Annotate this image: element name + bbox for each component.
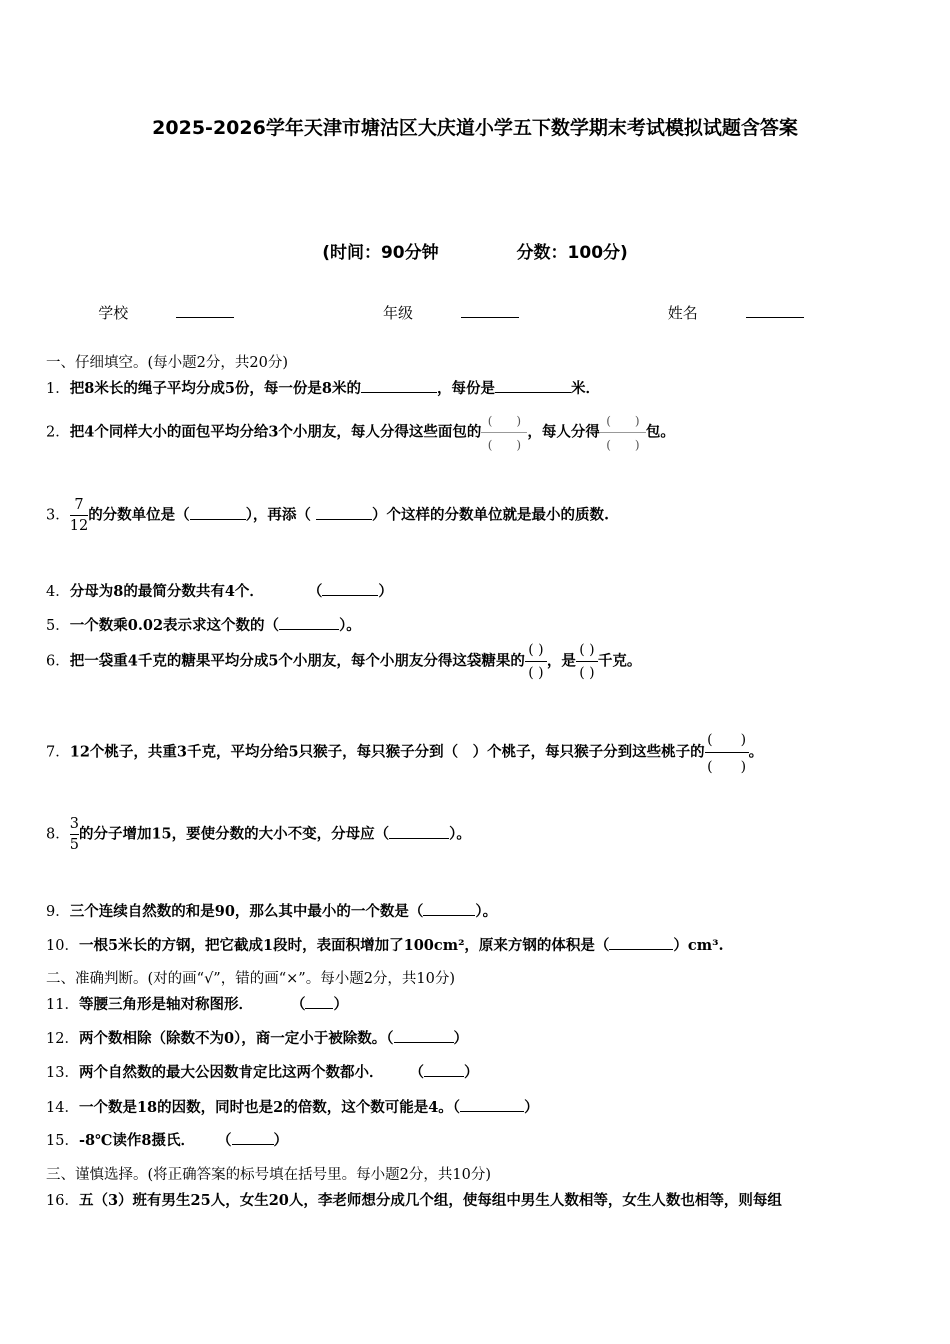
answer-blank[interactable] [609, 935, 673, 950]
answer-blank[interactable] [305, 994, 333, 1009]
question-13: 13．两个自然数的最大公因数肯定比这两个数都小． （ ） [46, 1064, 479, 1081]
answer-blank[interactable] [389, 824, 449, 839]
grade-field[interactable]: 年级 [383, 302, 567, 323]
answer-blank[interactable] [322, 581, 378, 596]
question-10: 10．一根5米长的方钢，把它截成1段时，表面积增加了100cm²，原来方钢的体积是（ ）cm³. [46, 937, 724, 954]
answer-blank[interactable] [495, 378, 571, 393]
answer-blank[interactable] [394, 1028, 454, 1043]
answer-blank[interactable] [361, 378, 437, 393]
question-3: 3． $\frac{7}{12}$ 的分数单位是（ ），再添（ ）个这样的分数单位就是最小的质数. [46, 497, 610, 534]
student-info [0, 302, 950, 323]
answer-blank[interactable] [232, 1130, 274, 1145]
exam-meta [0, 238, 950, 263]
question-16: 16．五（3）班有男生25人，女生20人，李老师想分成几个组，使每组中男生人数相等，女生人数也相等，则每组 [46, 1192, 782, 1209]
section-3-heading: 三、谨慎选择。(将正确答案的标号填在括号里。每小题2分，共10分) [46, 1167, 491, 1183]
school-field[interactable]: 学校 [98, 302, 282, 323]
question-7: 7．12个桃子，共重3千克，平均分给5只猴子，每只猴子分到（ ）个桃子，每只猴子分到这些桃子的$\frac{( )}{( )}$。 [46, 729, 763, 776]
fraction-blank[interactable]: $\frac{( )}{( )}$ [600, 412, 646, 453]
exam-time: (时间：90分钟 [322, 243, 439, 263]
question-14: 14．一个数是18的因数，同时也是2的倍数，这个数可能是4。（ ） [46, 1099, 539, 1116]
answer-blank[interactable] [423, 901, 475, 916]
question-2: 2．把4个同样大小的面包平均分给3个小朋友，每人分得这些面包的$\frac{( )}{( )}$，每人分得$\frac{( )}{( )}$包。 [46, 414, 675, 452]
question-8: 8． $\frac{3}{5}$ 的分子增加15，要使分数的大小不变，分母应（ ）。 [46, 816, 471, 853]
answer-blank[interactable] [424, 1062, 464, 1077]
answer-blank[interactable] [279, 615, 339, 630]
answer-blank[interactable] [460, 1097, 524, 1112]
fraction-3-5: $\frac{3}{5}$ [69, 816, 79, 853]
question-4: 4．分母为8的最简分数共有4个． （ ） [46, 583, 393, 600]
name-field[interactable]: 姓名 [668, 302, 852, 323]
question-15: 15．-8℃读作8摄氏． （ ） [46, 1132, 289, 1149]
page-title: 2025-2026学年天津市塘沽区大庆道小学五下数学期末考试模拟试题含答案 [152, 117, 798, 139]
fraction-blank[interactable]: $\frac{( )}{( )}$ [481, 412, 527, 453]
fraction-blank[interactable]: $\frac{( )}{( )}$ [525, 642, 547, 681]
exam-score: 分数：100分) [516, 243, 628, 263]
question-1: 1．把8米长的绳子平均分成5份，每一份是8米的 ，每份是 米． [46, 380, 601, 397]
section-1-heading: 一、仔细填空。(每小题2分，共20分) [46, 355, 288, 371]
question-6: 6．把一袋重4千克的糖果平均分成5个小朋友，每个小朋友分得这袋糖果的$\frac{( )}{( )}$，是$\frac{( )}{( )}$千克。 [46, 642, 642, 681]
answer-blank[interactable] [316, 505, 372, 520]
question-12: 12．两个数相除（除数不为0），商一定小于被除数。（ ） [46, 1030, 469, 1047]
fraction-blank[interactable]: $\frac{( )}{( )}$ [705, 729, 749, 776]
question-5: 5．一个数乘0.02表示求这个数的（ ）。 [46, 617, 361, 634]
question-9: 9．三个连续自然数的和是90，那么其中最小的一个数是（ ）。 [46, 903, 498, 920]
section-2-heading: 二、准确判断。(对的画“√”，错的画“×”。每小题2分，共10分) [46, 971, 456, 987]
fraction-blank[interactable]: $\frac{( )}{( )}$ [576, 642, 598, 681]
answer-blank[interactable] [190, 505, 246, 520]
fraction-7-12: $\frac{7}{12}$ [69, 497, 89, 534]
question-11: 11．等腰三角形是轴对称图形． （ ） [46, 996, 348, 1013]
